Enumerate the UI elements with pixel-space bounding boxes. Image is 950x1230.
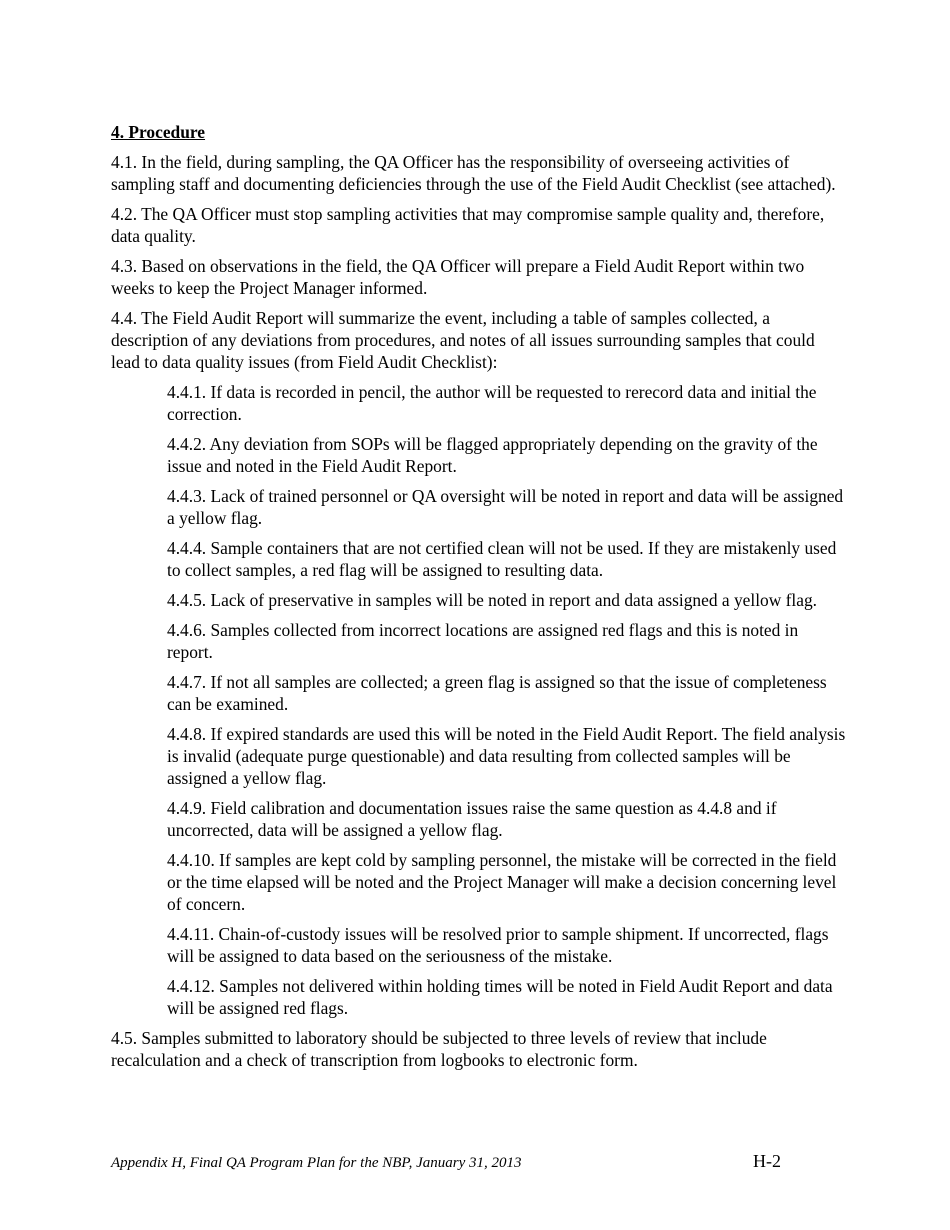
subitem-4-4-8: 4.4.8. If expired standards are used this will be noted in the Field Audit Report. The field analysis is invalid (adequate purge questionable) and data resulting from collected samples will be assigned a yellow flag. — [167, 724, 846, 788]
paragraph-4-2: 4.2. The QA Officer must stop sampling activities that may compromise sample quality and, therefore, data quality. — [111, 204, 825, 246]
paragraph-4-1: 4.1. In the field, during sampling, the QA Officer has the responsibility of overseeing activities of sampling staff and documenting deficiencies through the use of the Field Audit Checklist (see attached). — [111, 152, 836, 194]
subitem-4-4-2: 4.4.2. Any deviation from SOPs will be flagged appropriately depending on the gravity of the issue and noted in the Field Audit Report. — [167, 434, 818, 476]
paragraph-4-4: 4.4. The Field Audit Report will summarize the event, including a table of samples collected, a description of any deviations from procedures, and notes of all issues surrounding samples that could lead to data quality issues (from Field Audit Checklist): — [111, 308, 815, 372]
subitem-4-4-7: 4.4.7. If not all samples are collected; a green flag is assigned so that the issue of completeness can be examined. — [167, 672, 827, 714]
subitem-4-4-4: 4.4.4. Sample containers that are not certified clean will not be used. If they are mistakenly used to collect samples, a red flag will be assigned to resulting data. — [167, 538, 837, 580]
procedure-section — [111, 121, 846, 1079]
subitem-list — [111, 381, 846, 1019]
subitem-4-4-1: 4.4.1. If data is recorded in pencil, the author will be requested to rerecord data and initial the correction. — [167, 382, 817, 424]
subitem-4-4-10: 4.4.10. If samples are kept cold by sampling personnel, the mistake will be corrected in the field or the time elapsed will be noted and the Project Manager will make a decision concerning level of concern. — [167, 850, 837, 914]
section-heading: 4. Procedure — [111, 122, 206, 142]
subitem-4-4-9: 4.4.9. Field calibration and documentation issues raise the same question as 4.4.8 and if uncorrected, data will be assigned a yellow flag. — [167, 798, 777, 840]
paragraph-4-5: 4.5. Samples submitted to laboratory should be subjected to three levels of review that include recalculation and a check of transcription from logbooks to electronic form. — [111, 1028, 767, 1070]
subitem-4-4-3: 4.4.3. Lack of trained personnel or QA oversight will be noted in report and data will be assigned a yellow flag. — [167, 486, 844, 528]
subitem-4-4-5: 4.4.5. Lack of preservative in samples will be noted in report and data assigned a yellow flag. — [167, 590, 818, 610]
subitem-4-4-6: 4.4.6. Samples collected from incorrect locations are assigned red flags and this is noted in report. — [167, 620, 799, 662]
subitem-4-4-11: 4.4.11. Chain-of-custody issues will be resolved prior to sample shipment. If uncorrected, flags will be assigned to data based on the seriousness of the mistake. — [167, 924, 829, 966]
paragraph-4-3: 4.3. Based on observations in the field, the QA Officer will prepare a Field Audit Report within two weeks to keep the Project Manager informed. — [111, 256, 805, 298]
subitem-4-4-12: 4.4.12. Samples not delivered within holding times will be noted in Field Audit Report and data will be assigned red flags. — [167, 976, 833, 1018]
footer-citation: Appendix H, Final QA Program Plan for the NBP, January 31, 2013 — [111, 1155, 522, 1171]
page-number: H-2 — [753, 1151, 781, 1171]
